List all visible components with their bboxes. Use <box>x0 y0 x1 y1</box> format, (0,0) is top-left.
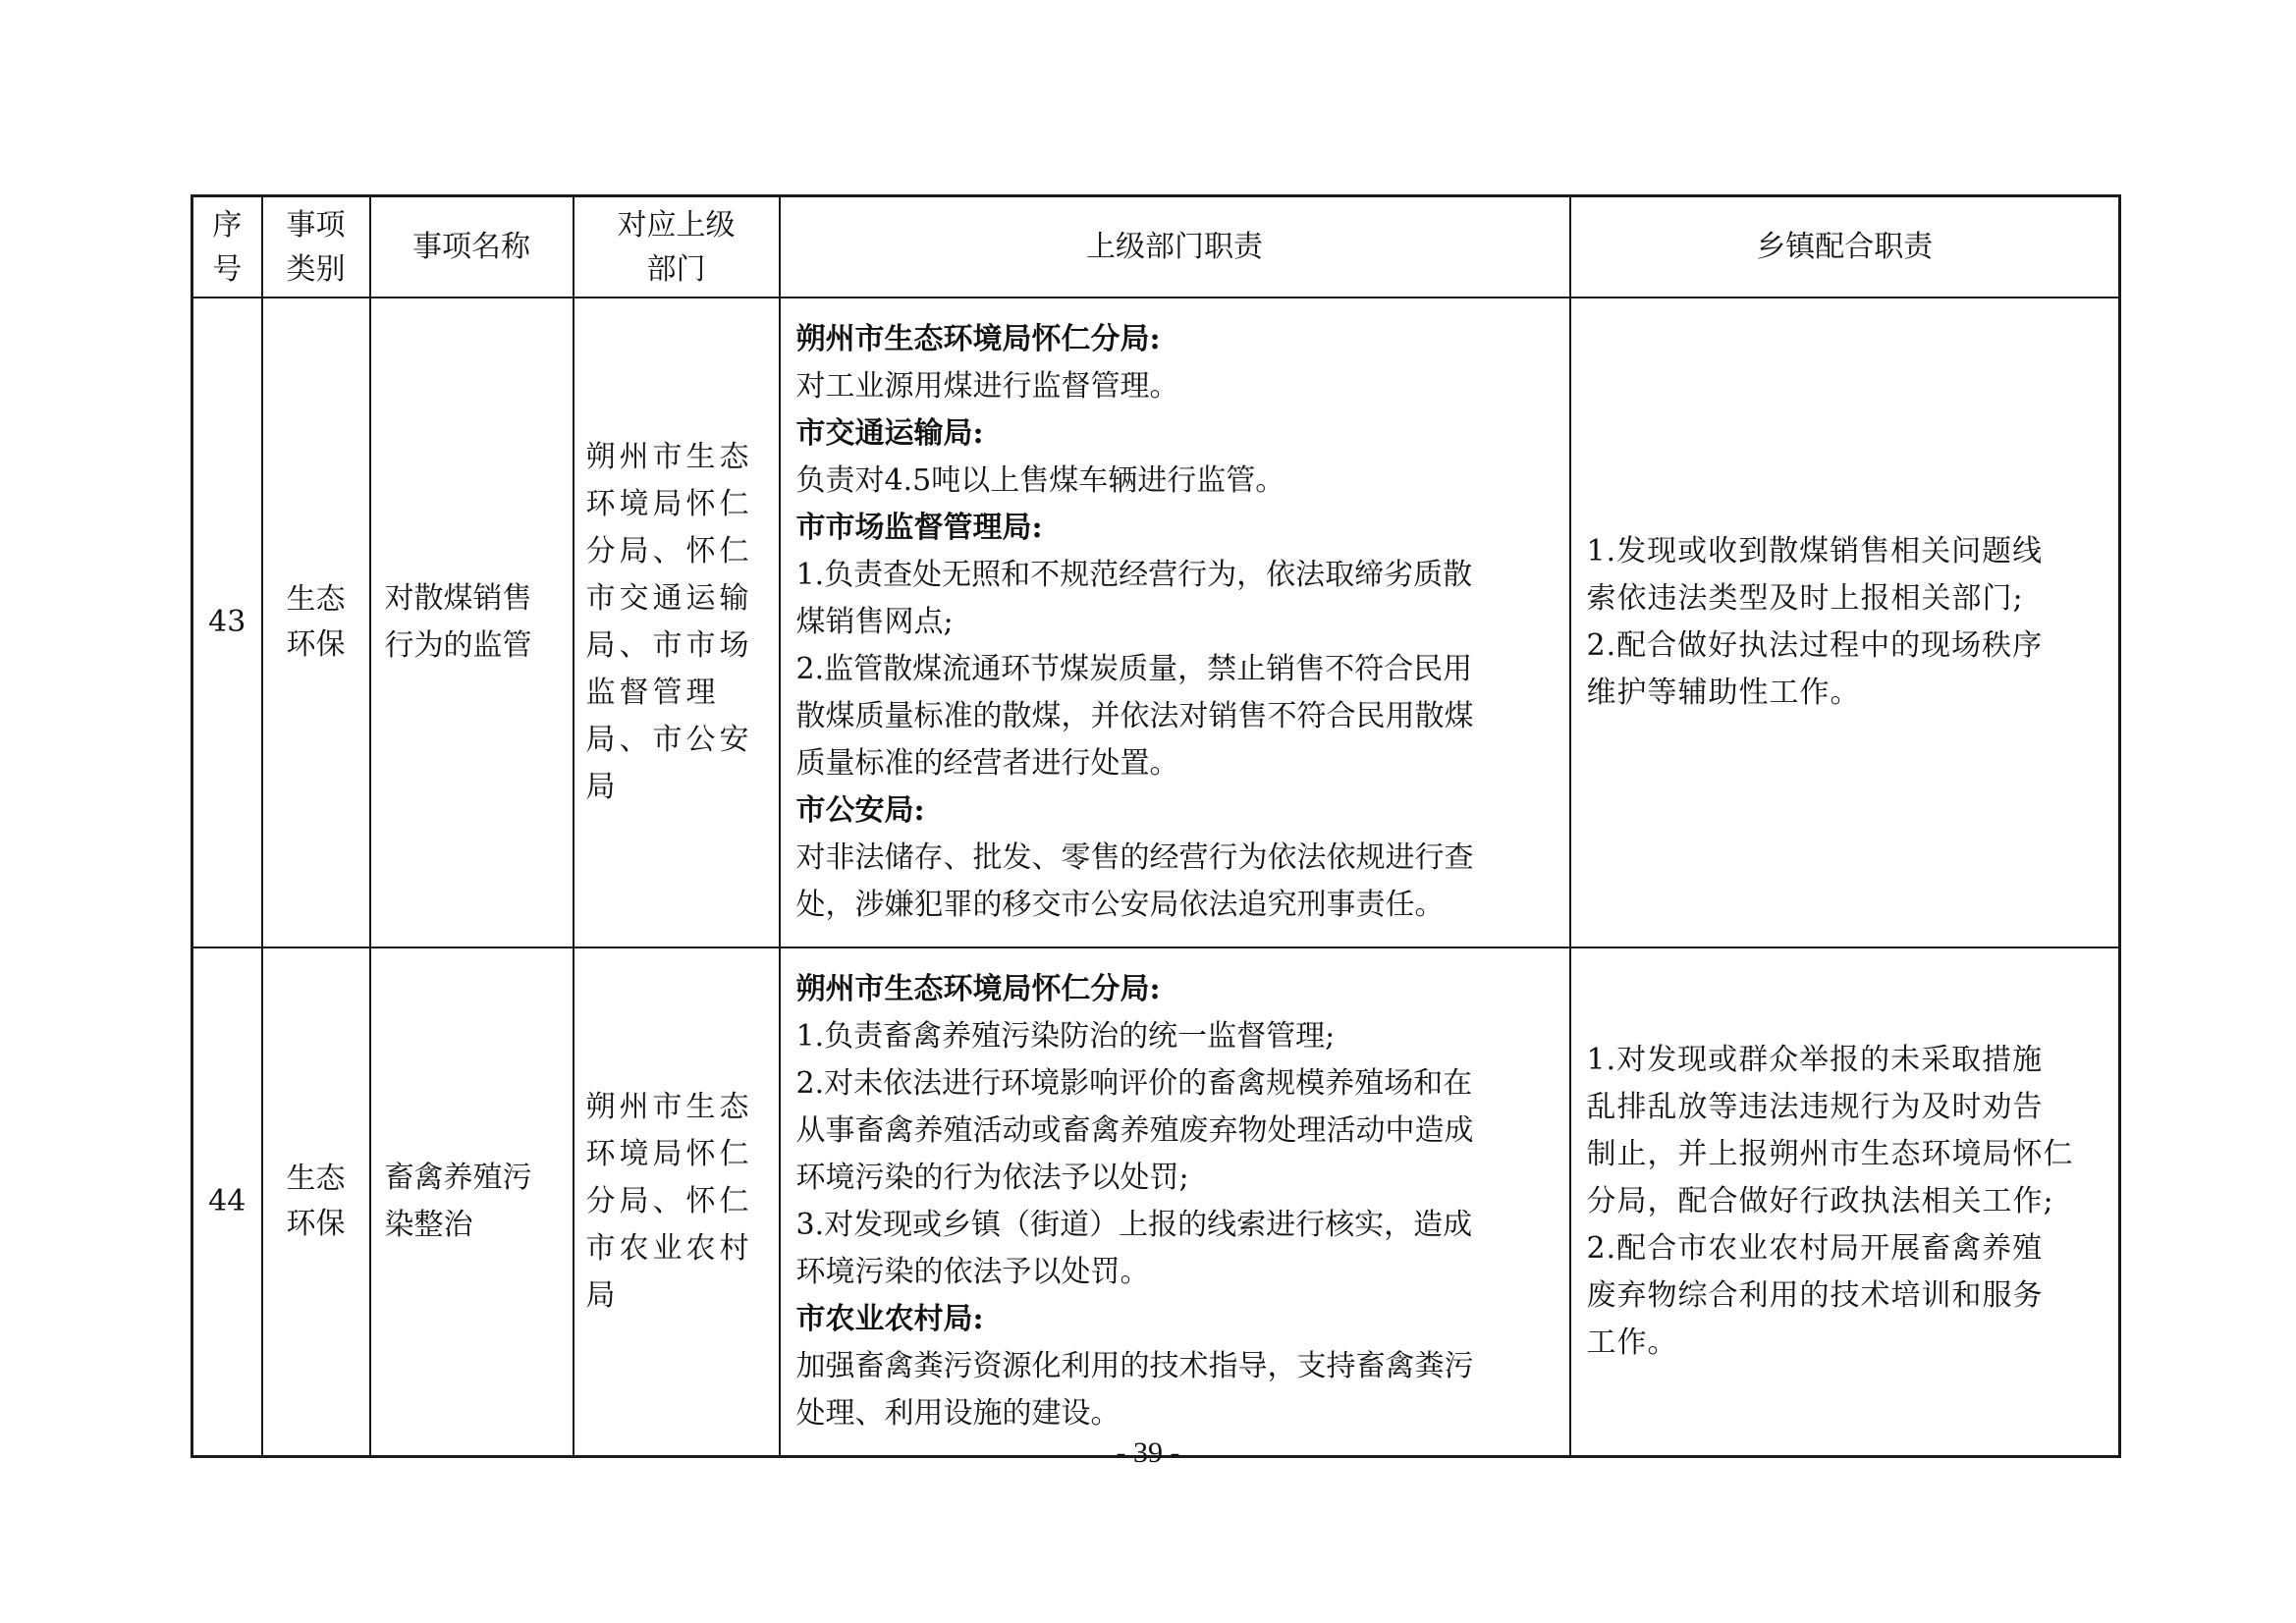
cell-superior-dept-line: 市农业农村 <box>585 1231 753 1266</box>
duty-line: 处，涉嫌犯罪的移交市公安局依法追究刑事责任。 <box>795 888 1445 922</box>
cell-type-line: 环保 <box>286 627 346 662</box>
town-duty-line: 1.对发现或群众举报的未采取措施 <box>1586 1043 2044 1077</box>
cell-superior-dept-line: 环境局怀仁 <box>585 1137 753 1171</box>
cell-superior-duty <box>780 947 1570 1457</box>
duty-line: 环境污染的依法予以处罚。 <box>795 1255 1150 1289</box>
header-type-line: 事项 <box>286 207 346 243</box>
cell-type <box>262 947 370 1457</box>
cell-type <box>262 298 370 947</box>
cell-superior-dept-line: 局 <box>585 770 620 804</box>
cell-superior-dept-line: 环境局怀仁 <box>585 487 753 521</box>
cell-superior-dept-line: 分局、怀仁 <box>585 1184 753 1218</box>
cell-index: 44 <box>192 947 262 1457</box>
duty-line: 3.对发现或乡镇（街道）上报的线索进行核实，造成 <box>795 1208 1473 1242</box>
cell-superior-dept-line: 局 <box>585 1278 620 1313</box>
cell-item-name <box>370 947 574 1457</box>
cell-town-duty <box>1570 947 2120 1457</box>
table-row <box>192 947 2120 1457</box>
header-name: 事项名称 <box>370 196 574 298</box>
page-number: - 39 - <box>1116 1436 1180 1469</box>
town-duty-line: 废弃物综合利用的技术培训和服务 <box>1586 1278 2044 1313</box>
cell-superior-dept-line: 局、市公安 <box>585 723 753 757</box>
duty-line: 负责对4.5吨以上售煤车辆进行监管。 <box>795 463 1285 498</box>
cell-superior-dept-line: 监督管理 <box>585 676 720 710</box>
town-duty-line: 维护等辅助性工作。 <box>1586 676 1861 710</box>
town-duty-line: 1.发现或收到散煤销售相关问题线 <box>1586 534 2044 568</box>
cell-type-line: 生态 <box>286 582 346 617</box>
cell-item-name-line: 染整治 <box>384 1208 473 1242</box>
cell-town-duty <box>1570 298 2120 947</box>
duty-line: 2.监管散煤流通环节煤炭质量，禁止销售不符合民用 <box>795 652 1473 686</box>
duty-line: 散煤质量标准的散煤，并依法对销售不符合民用散煤 <box>795 699 1474 733</box>
cell-item-name-line: 行为的监管 <box>384 628 532 663</box>
town-duty-line: 分局，配合做好行政执法相关工作; <box>1586 1184 2054 1218</box>
header-type-line: 类别 <box>286 251 346 287</box>
town-block <box>1571 1037 2119 1367</box>
duty-dept-heading: 市公安局: <box>795 793 925 828</box>
duty-dept-heading: 市市场监督管理局: <box>795 511 1043 545</box>
duty-block <box>781 298 1569 947</box>
duty-line: 质量标准的经营者进行处置。 <box>795 746 1179 781</box>
table-row <box>192 298 2120 947</box>
header-index-line: 号 <box>212 251 243 287</box>
header-index-line: 序 <box>212 207 243 243</box>
duty-line: 环境污染的行为依法予以处罚; <box>795 1161 1189 1195</box>
duty-dept-heading: 市农业农村局: <box>795 1302 984 1336</box>
cell-superior-dept-line: 朔州市生态 <box>585 440 753 474</box>
town-duty-line: 2.配合市农业农村局开展畜禽养殖 <box>1586 1231 2044 1266</box>
town-block <box>1571 528 2119 717</box>
town-duty-line: 制止，并上报朔州市生态环境局怀仁 <box>1586 1137 2074 1171</box>
town-duty-line: 索依违法类型及时上报相关部门; <box>1586 581 2024 616</box>
duty-line: 对工业源用煤进行监督管理。 <box>795 369 1179 404</box>
duty-block <box>781 948 1569 1455</box>
header-town: 乡镇配合职责 <box>1570 196 2120 298</box>
town-duty-line: 工作。 <box>1586 1325 1678 1360</box>
duty-line: 1.负责查处无照和不规范经营行为，依法取缔劣质散 <box>795 558 1473 592</box>
duty-line: 加强畜禽粪污资源化利用的技术指导，支持畜禽粪污 <box>795 1349 1474 1383</box>
duty-line: 对非法储存、批发、零售的经营行为依法依规进行查 <box>795 840 1474 875</box>
header-dept-line: 部门 <box>646 251 706 287</box>
cell-superior-dept-line: 朔州市生态 <box>585 1090 753 1124</box>
responsibility-table <box>191 194 2121 1458</box>
duty-line: 处理、利用设施的建设。 <box>795 1396 1121 1431</box>
table-body <box>192 298 2120 1457</box>
cell-type-line: 生态 <box>286 1162 346 1196</box>
table-header <box>192 196 2120 298</box>
header-row <box>192 196 2120 298</box>
duty-line: 从事畜禽养殖活动或畜禽养殖废弃物处理活动中造成 <box>795 1113 1474 1148</box>
header-type <box>262 196 370 298</box>
cell-type-line: 环保 <box>286 1207 346 1241</box>
cell-item-name <box>370 298 574 947</box>
cell-superior-duty <box>780 298 1570 947</box>
header-index <box>192 196 262 298</box>
cell-superior-dept-line: 局、市市场 <box>585 628 753 663</box>
town-duty-line: 乱排乱放等违法违规行为及时劝告 <box>1586 1090 2044 1124</box>
duty-line: 煤销售网点; <box>795 605 954 639</box>
header-dept-line: 对应上级 <box>617 207 736 243</box>
header-duty: 上级部门职责 <box>780 196 1570 298</box>
cell-superior-dept-line: 市交通运输 <box>585 581 753 616</box>
duty-dept-heading: 朔州市生态环境局怀仁分局: <box>795 972 1161 1006</box>
duty-line: 2.对未依法进行环境影响评价的畜禽规模养殖场和在 <box>795 1066 1473 1101</box>
duty-dept-heading: 市交通运输局: <box>795 416 984 451</box>
town-duty-line: 2.配合做好执法过程中的现场秩序 <box>1586 628 2044 663</box>
cell-index: 43 <box>192 298 262 947</box>
duty-line: 1.负责畜禽养殖污染防治的统一监督管理; <box>795 1019 1336 1054</box>
cell-superior-dept-line: 分局、怀仁 <box>585 534 753 568</box>
header-dept <box>574 196 780 298</box>
cell-superior-dept <box>574 298 780 947</box>
cell-superior-dept <box>574 947 780 1457</box>
duty-dept-heading: 朔州市生态环境局怀仁分局: <box>795 322 1161 356</box>
cell-item-name-line: 畜禽养殖污 <box>384 1161 532 1195</box>
cell-item-name-line: 对散煤销售 <box>384 581 532 616</box>
